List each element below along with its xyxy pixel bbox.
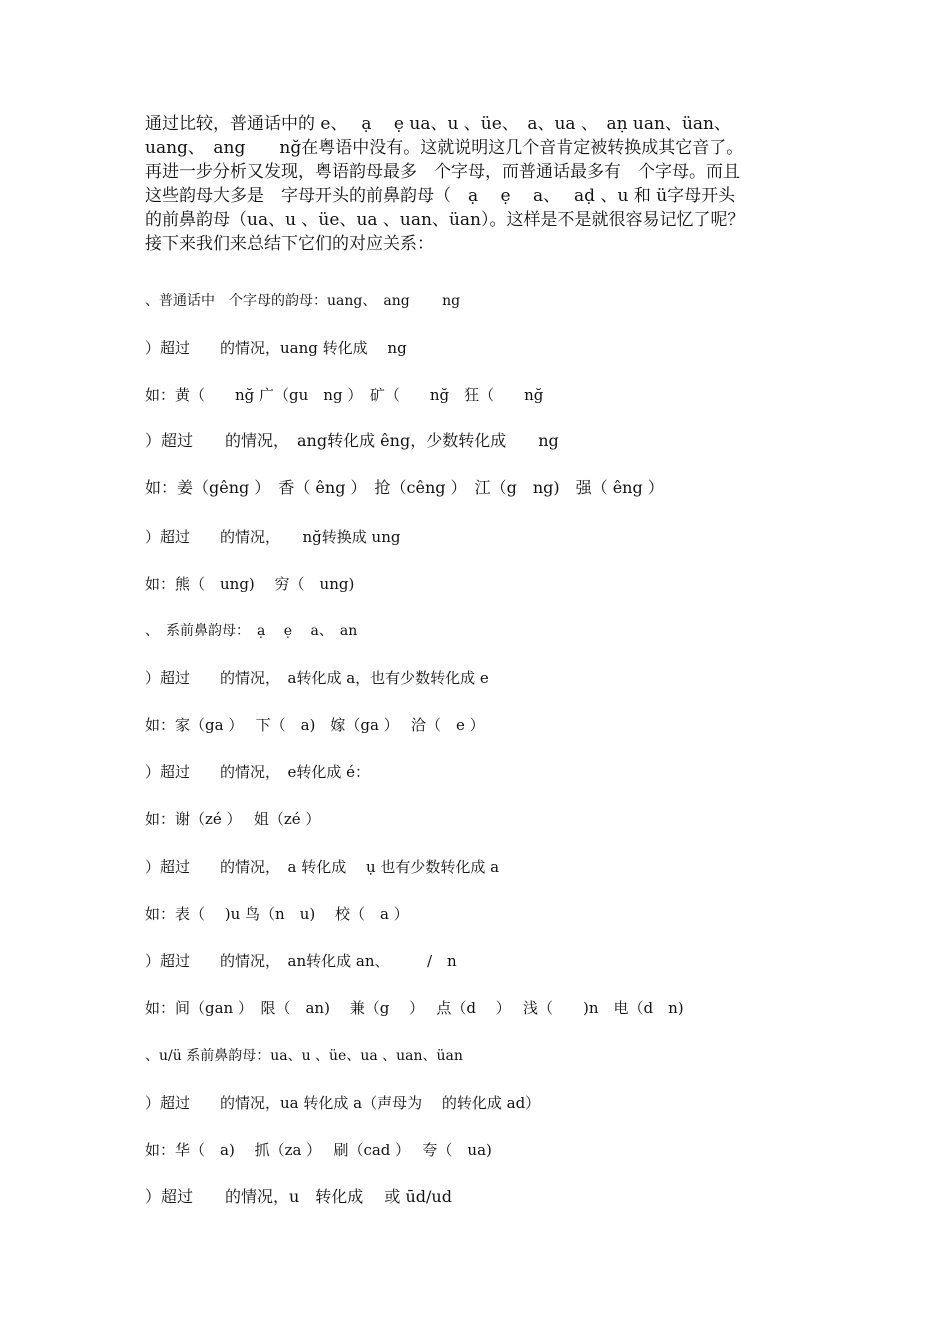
section-heading: 、u/ü 系前鼻韵母：ua、u 、üe、ua 、uan、üan — [145, 1048, 463, 1064]
rule-line: ）超过 的情况， nğ转换成 ung — [145, 528, 401, 546]
intro-line: 再进一步分析又发现，粤语韵母最多 个字母，而普通话最多有 个字母。而且 — [145, 162, 740, 182]
example-line: 如：间（gan ） 限（ an) 兼（g ） 点（d ） 浅（ )n 电（d n) — [145, 999, 684, 1017]
intro-line: 的前鼻韵母（ua、u 、üe、ua 、uan、üan）。这样是不是就很容易记忆了呢？ — [145, 210, 745, 230]
intro-line: 接下来我们来总结下它们的对应关系： — [145, 234, 434, 254]
example-line: 如：熊（ ung) 穷（ ung) — [145, 575, 355, 593]
rule-line: ）超过 的情况， e转化成 é： — [145, 763, 371, 781]
rule-line: ）超过 的情况，uang 转化成 ng — [145, 339, 407, 357]
section-heading: 、 系前鼻韵母： ạ ẹ a、 an — [145, 623, 358, 639]
example-line: 如：华（ a) 抓（za ） 刷（cad ） 夸（ ua) — [145, 1141, 492, 1159]
example-line: 如：黄（ nğ 广（gu ng ） 矿（ nğ 狂（ nğ — [145, 386, 544, 404]
rule-line: ）超过 的情况，u 转化成 或 ūd/ud — [145, 1187, 452, 1206]
rule-line: ）超过 的情况， a转化成 a，也有少数转化成 e — [145, 669, 489, 687]
rule-line: ）超过 的情况， an转化成 an、 / n — [145, 952, 457, 970]
intro-line: uang、 ang nğ在粤语中没有。这就说明这几个音肯定被转换成其它音了。 — [145, 138, 744, 158]
example-line: 如：姜（gêng ） 香（ êng ） 抢（cêng ） 江（g ng) 强（ êng ） — [145, 478, 664, 497]
rule-line: ）超过 的情况， a 转化成 ụ 也有少数转化成 a — [145, 858, 500, 876]
rule-line: ）超过 的情况， ang转化成 êng，少数转化成 ng — [145, 431, 559, 450]
example-line: 如：表（ )u 鸟（n u) 校（ a ） — [145, 905, 409, 923]
example-line: 如：谢（zé ） 姐（zé ） — [145, 810, 321, 828]
section-heading: 、普通话中 个字母的韵母：uang、 ang ng — [145, 293, 461, 309]
intro-paragraph — [145, 112, 810, 256]
intro-line: 这些韵母大多是 字母开头的前鼻韵母（ ạ ẹ a、 aḍ 、u 和 ü字母开头 — [145, 186, 736, 206]
intro-line: 通过比较，普通话中的 e、 ạ ẹ ua、u 、üe、 a、ua 、 aṇ uan、üan、 — [145, 114, 731, 134]
rule-line: ）超过 的情况，ua 转化成 a（声母为 的转化成 ad） — [145, 1094, 541, 1112]
example-line: 如：家（ga ） 下（ a) 嫁（ga ） 洽（ e ） — [145, 716, 485, 734]
